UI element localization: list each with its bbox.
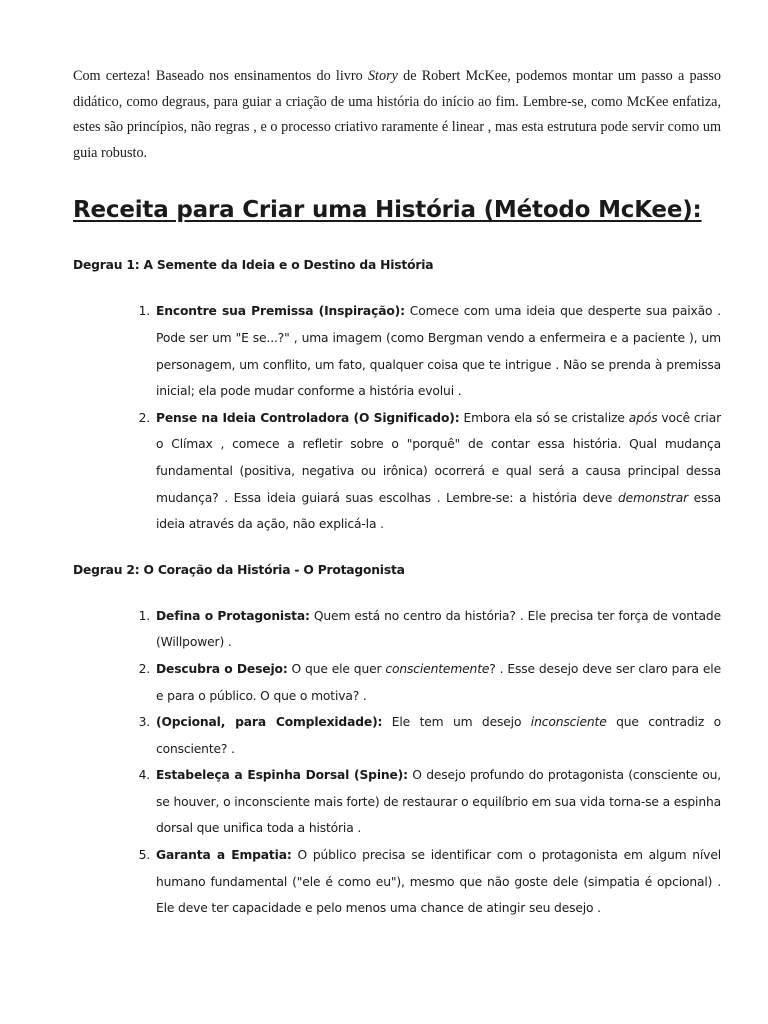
list-item xyxy=(73,842,721,922)
intro-text-1: Com certeza! Baseado nos ensinamentos do livro xyxy=(73,68,368,84)
list-number: 2. xyxy=(138,661,150,676)
list-item xyxy=(73,298,721,404)
item-label: Encontre sua Premissa (Inspiração): xyxy=(156,304,405,319)
item-text: Embora ela só se cristalize xyxy=(459,410,629,425)
item-emphasis: demonstrar xyxy=(617,490,688,505)
list-item xyxy=(73,656,721,709)
item-text: ? . Esse desejo deve ser claro para ele e para o público. O que o motiva? . xyxy=(156,661,721,703)
document-title: Receita para Criar uma História (Método McKee): xyxy=(73,197,702,224)
intro-text-2: de Robert McKee, podemos montar um passo a passo didático, como degraus, para guiar a criação de uma história do início ao fim. Lembre-se, como McKee enfatiza, estes são princípios, não regras , e o processo criativo raramente é linear , mas esta estrutura pode servir como um guia robusto. xyxy=(73,68,721,161)
item-text: O desejo profundo do protagonista (consciente ou, se houver, o inconsciente mais forte) de restaurar o equilíbrio em sua vida torna-se a espinha dorsal que unifica toda a história . xyxy=(156,768,721,836)
item-text: essa ideia através da ação, não explicá-la . xyxy=(156,490,722,532)
item-label: Pense na Ideia Controladora (O Significado): xyxy=(156,410,460,425)
item-emphasis: conscientemente xyxy=(385,661,490,676)
item-label: Garanta a Empatia: xyxy=(156,848,292,863)
intro-paragraph xyxy=(73,64,721,166)
list-number: 1. xyxy=(138,304,150,319)
step1-heading: Degrau 1: A Semente da Ideia e o Destino da História xyxy=(73,258,434,273)
item-label: (Opcional, para Complexidade): xyxy=(156,715,383,730)
item-text: você criar o Clímax , comece a refletir sobre o "porquê" de contar essa história. Qual mudança fundamental (positiva, negativa ou irônica) ocorrerá e qual será a causa principal dessa mudança? . Essa ideia guiará suas escolhas . Lembre-se: a história deve xyxy=(156,410,721,505)
item-text: O que ele quer xyxy=(287,661,386,676)
item-emphasis: após xyxy=(628,410,658,425)
item-label: Estabeleça a Espinha Dorsal (Spine): xyxy=(156,768,408,783)
list-item xyxy=(73,405,721,538)
book-title: Story xyxy=(367,68,398,84)
item-text: Quem está no centro da história? . Ele precisa ter força de vontade (Willpower) . xyxy=(156,608,721,650)
item-label: Defina o Protagonista: xyxy=(156,608,310,623)
item-text: que contradiz o consciente? . xyxy=(156,715,721,756)
step1-list xyxy=(73,298,721,537)
list-number: 5. xyxy=(138,848,150,863)
item-label: Descubra o Desejo: xyxy=(156,661,288,676)
list-number: 2. xyxy=(138,410,150,425)
item-emphasis: inconsciente xyxy=(530,715,607,730)
list-number: 3. xyxy=(138,715,150,730)
list-item xyxy=(73,603,721,656)
list-number: 4. xyxy=(138,768,150,783)
step2-list xyxy=(73,603,721,922)
item-text: Ele tem um desejo xyxy=(382,715,531,730)
item-text: O público precisa se identificar com o protagonista em algum nível humano fundamental ("ele é como eu"), mesmo que não goste dele (simpatia é opcional) . Ele deve ter capacidade e pelo menos uma chance de atingir seu desejo . xyxy=(156,848,721,916)
list-number: 1. xyxy=(138,608,150,623)
list-item xyxy=(73,709,721,762)
item-text: Comece com uma ideia que desperte sua paixão . Pode ser um "E se...?" , uma imagem (como Bergman vendo a enfermeira e a paciente ), um personagem, um conflito, um fato, qualquer coisa que te intrigue . Não se prenda à premissa inicial; ela pode mudar conforme a história evolui . xyxy=(156,304,722,399)
list-item xyxy=(73,762,721,842)
step2-heading: Degrau 2: O Coração da História - O Protagonista xyxy=(73,562,405,577)
